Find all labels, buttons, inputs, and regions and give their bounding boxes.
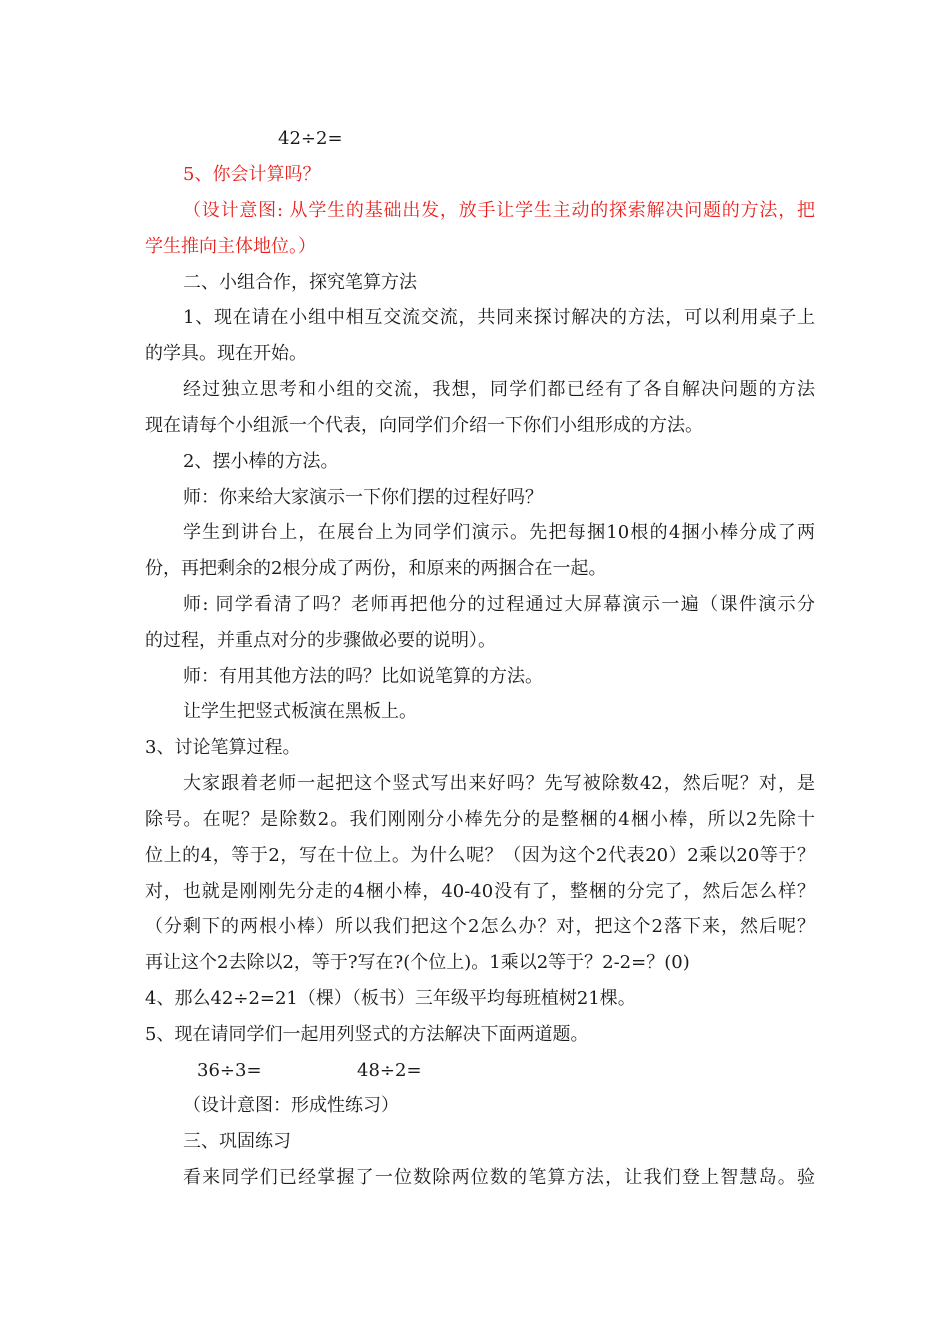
- paragraph-line: 对，也就是刚刚先分走的4梱小棒，40-40没有了，整梱的分完了，然后怎么样？: [145, 881, 815, 902]
- design-intent-line-1: （设计意图: 从学生的基础出发，放手让学生主动的探索解决问题的方法，把: [183, 200, 815, 221]
- paragraph-line: 现在请每个小组派一个代表，向同学们介绍一下你们小组形成的方法。: [145, 415, 703, 436]
- paragraph-line: （分剩下的两根小棒）所以我们把这个2怎么办？对，把这个2落下来，然后呢？: [145, 916, 815, 937]
- paragraph-line: 4、那么42÷2=21（棵）（板书）三年级平均每班植树21棵。: [145, 988, 636, 1009]
- paragraph-line: 的学具。现在开始。: [145, 343, 307, 364]
- paragraph-line: 再让这个2去除以2，等于?写在?(个位上)。1乘以2等于？2-2=？(0): [145, 952, 690, 973]
- paragraph-line: 看来同学们已经掌握了一位数除两位数的笔算方法，让我们登上智慧岛。验: [183, 1167, 815, 1188]
- paragraph-line: 位上的4，等于2，写在十位上。为什么呢？（因为这个2代表20）2乘以20等于？: [145, 845, 815, 866]
- subheading: 3、讨论笔算过程。: [145, 737, 301, 758]
- paragraph-line: 1、现在请在小组中相互交流交流，共同来探讨解决的方法，可以利用桌子上: [183, 307, 815, 328]
- paragraph-line: 师：你来给大家演示一下你们摆的过程好吗？: [183, 487, 543, 508]
- design-intent-line-2: 学生推向主体地位。）: [145, 236, 316, 257]
- subheading: 2、摆小棒的方法。: [183, 451, 339, 472]
- paragraph-line: 学生到讲台上，在展台上为同学们演示。先把每捆10根的4捆小棒分成了两: [183, 522, 815, 543]
- paragraph-line: 除号。在呢？是除数2。我们刚刚分小棒先分的是整梱的4梱小棒，所以2先除十: [145, 809, 815, 830]
- paragraph-line: 份，再把剩余的2根分成了两份，和原来的两捆合在一起。: [145, 558, 607, 579]
- paragraph-line: 让学生把竖式板演在黑板上。: [183, 701, 417, 722]
- question-heading: 5、你会计算吗？: [183, 164, 321, 185]
- paragraph-line: 的过程，并重点对分的步骤做必要的说明）。: [145, 630, 496, 651]
- equation-42-div-2: 42÷2=: [278, 128, 343, 149]
- paragraph-line: 经过独立思考和小组的交流，我想，同学们都已经有了各自解决问题的方法: [183, 379, 815, 400]
- paragraph-line: 师: 同学看清了吗？老师再把他分的过程通过大屏幕演示一遍（课件演示分: [183, 594, 815, 615]
- section-heading-3: 三、巩固练习: [183, 1131, 291, 1152]
- paragraph-line: 师：有用其他方法的吗？比如说笔算的方法。: [183, 666, 543, 687]
- paragraph-line: 5、现在请同学们一起用列竖式的方法解决下面两道题。: [145, 1024, 589, 1045]
- equation-48-div-2: 48÷2=: [357, 1060, 422, 1081]
- design-intent-note: （设计意图：形成性练习）: [183, 1095, 399, 1116]
- section-heading-2: 二、小组合作，探究笔算方法: [183, 272, 417, 293]
- equation-36-div-3: 36÷3=: [197, 1060, 262, 1081]
- paragraph-line: 大家跟着老师一起把这个竖式写出来好吗？先写被除数42，然后呢？对，是: [183, 773, 815, 794]
